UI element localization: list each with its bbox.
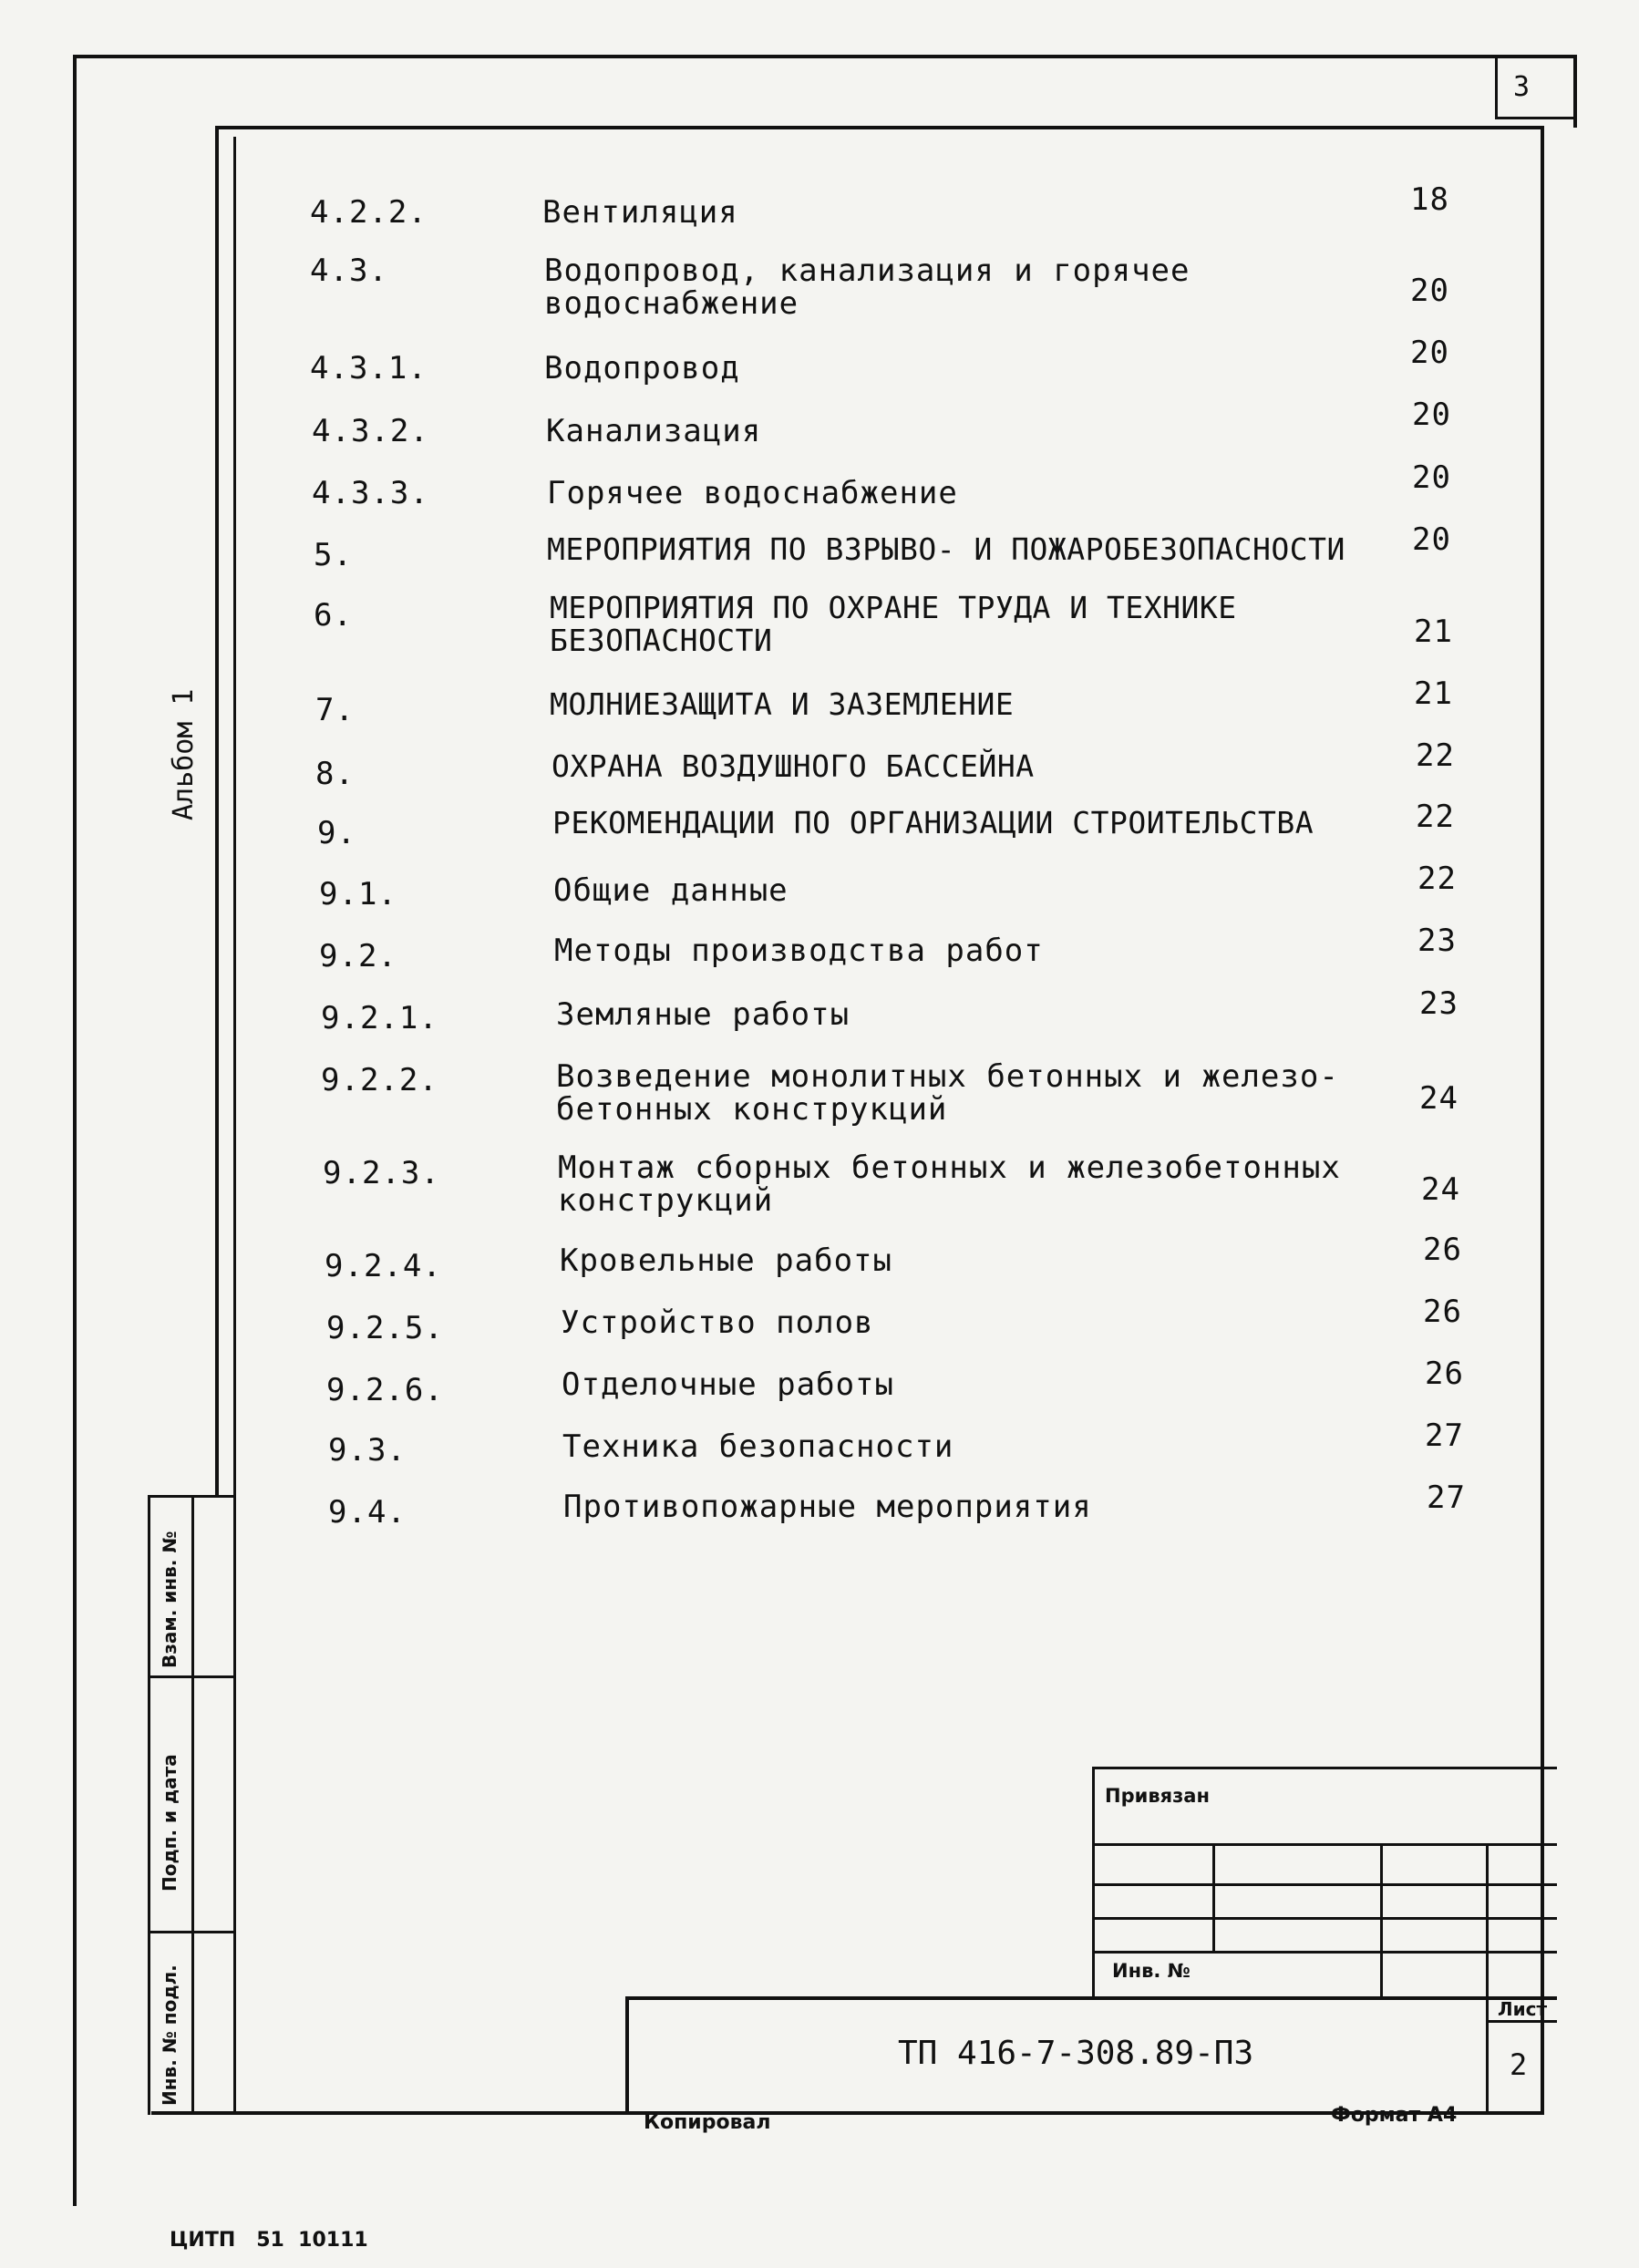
toc-number: 9.2. [319, 938, 397, 974]
toc-number: 9.4. [328, 1494, 407, 1531]
sheet-label: Лист [1498, 1998, 1548, 2020]
toc-title: конструкций [558, 1182, 774, 1219]
toc-number: 8. [315, 756, 355, 792]
toc-title: Отделочные работы [562, 1366, 894, 1403]
toc-title: Канализация [546, 413, 762, 449]
toc-page-number: 26 [1425, 1356, 1464, 1392]
toc-title: МОЛНИЕЗАЩИТА И ЗАЗЕМЛЕНИЕ [550, 686, 1015, 722]
toc-page-number: 20 [1412, 521, 1451, 558]
toc-page-number: 18 [1410, 181, 1449, 218]
toc-title: Вентиляция [542, 194, 738, 231]
toc-title: МЕРОПРИЯТИЯ ПО ОХРАНЕ ТРУДА И ТЕХНИКЕ [550, 590, 1237, 625]
copied-label: Копировал [644, 2111, 771, 2134]
toc-title: Устройство полов [561, 1304, 874, 1341]
toc-number: 7. [315, 692, 355, 728]
toc-page-number: 21 [1414, 675, 1453, 712]
vzam-inv-label: Взам. инв. № [159, 1531, 180, 1668]
toc-title: Противопожарные мероприятия [563, 1489, 1092, 1525]
toc-number: 9.2.4. [325, 1248, 442, 1284]
podp-data-label: Подп. и дата [159, 1754, 180, 1892]
toc-number: 9.2.5. [326, 1310, 444, 1346]
toc-page-number: 23 [1419, 985, 1459, 1022]
toc-title: бетонных конструкций [556, 1091, 948, 1128]
toc-title: Общие данные [553, 872, 789, 909]
toc-page-number: 20 [1410, 273, 1449, 309]
toc-title: МЕРОПРИЯТИЯ ПО ВЗРЫВО- И ПОЖАРОБЕЗОПАСНОСТИ [547, 531, 1345, 567]
toc-number: 9.2.2. [321, 1062, 438, 1098]
toc-number: 4.2.2. [310, 194, 428, 231]
format-label: Формат А4 [1331, 2104, 1458, 2127]
toc-title: Водопровод [544, 350, 740, 387]
toc-page-number: 24 [1421, 1171, 1460, 1208]
privyazan-label: Привязан [1105, 1785, 1210, 1807]
toc-title: Горячее водоснабжение [547, 475, 958, 511]
toc-number: 4.3.2. [312, 413, 429, 449]
album-label: Альбом 1 [168, 688, 200, 820]
toc-number: 4.3.1. [310, 350, 428, 387]
toc-page-number: 26 [1423, 1232, 1462, 1268]
toc-page-number: 27 [1425, 1418, 1464, 1454]
toc-title: БЕЗОПАСНОСТИ [550, 623, 773, 658]
toc-page-number: 24 [1419, 1080, 1459, 1117]
toc-number: 6. [314, 597, 353, 634]
toc-title: ОХРАНА ВОЗДУШНОГО БАССЕЙНА [551, 748, 1035, 784]
toc-number: 4.3. [310, 253, 388, 289]
toc-number: 9.2.1. [321, 1000, 438, 1036]
toc-title: Методы производства работ [554, 933, 1044, 969]
toc-page-number: 20 [1412, 459, 1451, 496]
toc-number: 9.2.6. [326, 1372, 444, 1408]
toc-title: Водопровод, канализация и горячее [544, 253, 1191, 289]
toc-page-number: 23 [1417, 923, 1457, 959]
toc-page-number: 21 [1414, 613, 1453, 650]
toc-title: Возведение монолитных бетонных и железо- [556, 1058, 1339, 1095]
toc-page-number: 22 [1416, 737, 1455, 774]
sheet-number: 2 [1510, 2047, 1528, 2082]
toc-title: РЕКОМЕНДАЦИИ ПО ОРГАНИЗАЦИИ СТРОИТЕЛЬСТВА [552, 805, 1314, 840]
toc-title: Монтаж сборных бетонных и железобетонных [558, 1149, 1341, 1186]
corner-page-number: 3 [1513, 71, 1531, 103]
toc-title: Кровельные работы [560, 1242, 892, 1279]
toc-number: 9.3. [328, 1432, 407, 1469]
document-designation: ТП 416-7-308.89-ПЗ [898, 2035, 1254, 2072]
toc-title: Техника безопасности [562, 1428, 954, 1465]
org-code: ЦИТП 51 10111 [170, 2229, 368, 2252]
toc-page-number: 20 [1412, 397, 1451, 433]
toc-title: водоснабжение [544, 285, 799, 322]
toc-page-number: 27 [1427, 1479, 1466, 1516]
toc-number: 9. [317, 815, 356, 851]
toc-number: 5. [314, 537, 353, 573]
toc-page-number: 22 [1417, 861, 1457, 897]
toc-page-number: 20 [1410, 335, 1449, 371]
stamp-inv-label: Инв. № [1112, 1960, 1191, 1982]
toc-number: 9.2.3. [323, 1155, 440, 1191]
toc-page-number: 22 [1416, 799, 1455, 835]
toc-title: Земляные работы [556, 996, 850, 1033]
toc-number: 4.3.3. [312, 475, 429, 511]
toc-number: 9.1. [319, 876, 397, 912]
toc-page-number: 26 [1423, 1294, 1462, 1330]
inv-podl-label: Инв. № подл. [159, 1964, 180, 2106]
